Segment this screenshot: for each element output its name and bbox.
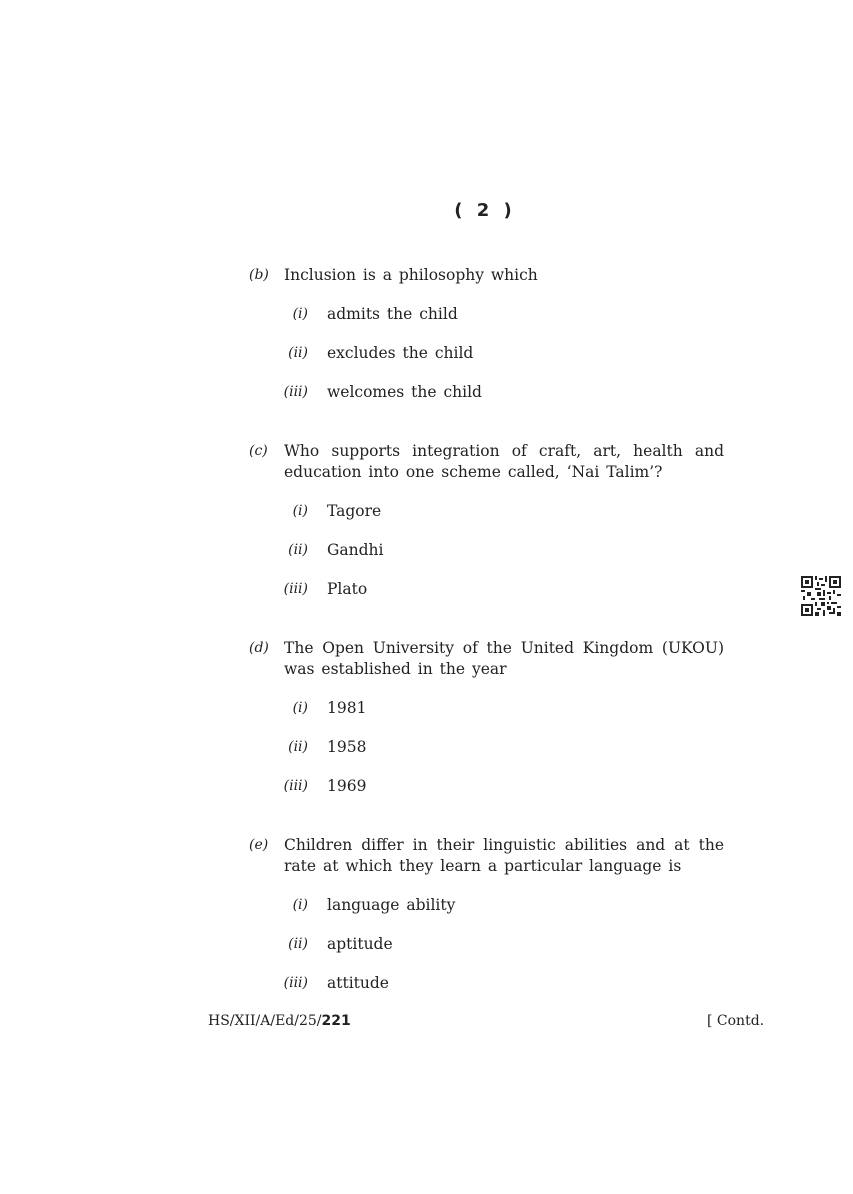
option-text: 1958 (327, 738, 367, 756)
option-label: (i) (292, 700, 308, 716)
option-label: (ii) (288, 542, 308, 558)
option-label: (i) (292, 897, 308, 913)
option-label: (i) (292, 306, 308, 322)
option-label: (ii) (288, 345, 308, 361)
option-item (249, 304, 724, 343)
question-text: The Open University of the United Kingdom (UKOU) was established in the year (284, 639, 724, 678)
option-text: Tagore (327, 502, 382, 520)
option-item (249, 737, 724, 776)
question-e (249, 835, 724, 1012)
option-label: (iii) (283, 581, 308, 597)
option-list (249, 304, 724, 421)
option-item (249, 776, 724, 815)
option-text: excludes the child (327, 344, 474, 362)
option-item (249, 501, 724, 540)
option-label: (iii) (283, 778, 308, 794)
option-label: (iii) (283, 975, 308, 991)
paper-code-number: 221 (321, 1013, 351, 1029)
question-label: (e) (249, 837, 269, 853)
option-item (249, 343, 724, 382)
option-list (249, 501, 724, 618)
option-text: 1981 (327, 699, 367, 717)
question-b (249, 265, 724, 421)
question-label: (d) (249, 640, 269, 656)
option-item (249, 540, 724, 579)
option-item (249, 579, 724, 618)
option-text: 1969 (327, 777, 367, 795)
option-text: aptitude (327, 935, 393, 953)
qr-code-icon (801, 576, 841, 616)
paper-code-prefix: HS/XII/A/Ed/25/ (208, 1013, 322, 1029)
option-item (249, 934, 724, 973)
option-label: (ii) (288, 739, 308, 755)
option-item (249, 973, 724, 1012)
option-list (249, 895, 724, 1012)
paper-code (208, 1013, 351, 1029)
option-text: Plato (327, 580, 368, 598)
contd-label: [ Contd. (707, 1013, 765, 1029)
option-text: Gandhi (327, 541, 384, 559)
option-text: welcomes the child (327, 383, 482, 401)
option-item (249, 382, 724, 421)
option-list (249, 698, 724, 815)
option-text: admits the child (327, 305, 458, 323)
option-label: (ii) (288, 936, 308, 952)
option-text: attitude (327, 974, 389, 992)
option-text: language ability (327, 896, 456, 914)
page-number: ( 2 ) (454, 200, 516, 221)
option-label: (iii) (283, 384, 308, 400)
question-text: Who supports integration of craft, art, health and education into one scheme called, ‘Nai Talim’? (284, 442, 724, 481)
question-label: (b) (249, 267, 269, 283)
option-item (249, 895, 724, 934)
question-c (249, 441, 724, 618)
question-d (249, 638, 724, 815)
question-text: Children differ in their linguistic abilities and at the rate at which they learn a particular language is (284, 836, 724, 875)
option-item (249, 698, 724, 737)
question-text: Inclusion is a philosophy which (284, 266, 538, 284)
question-label: (c) (249, 443, 268, 459)
option-label: (i) (292, 503, 308, 519)
